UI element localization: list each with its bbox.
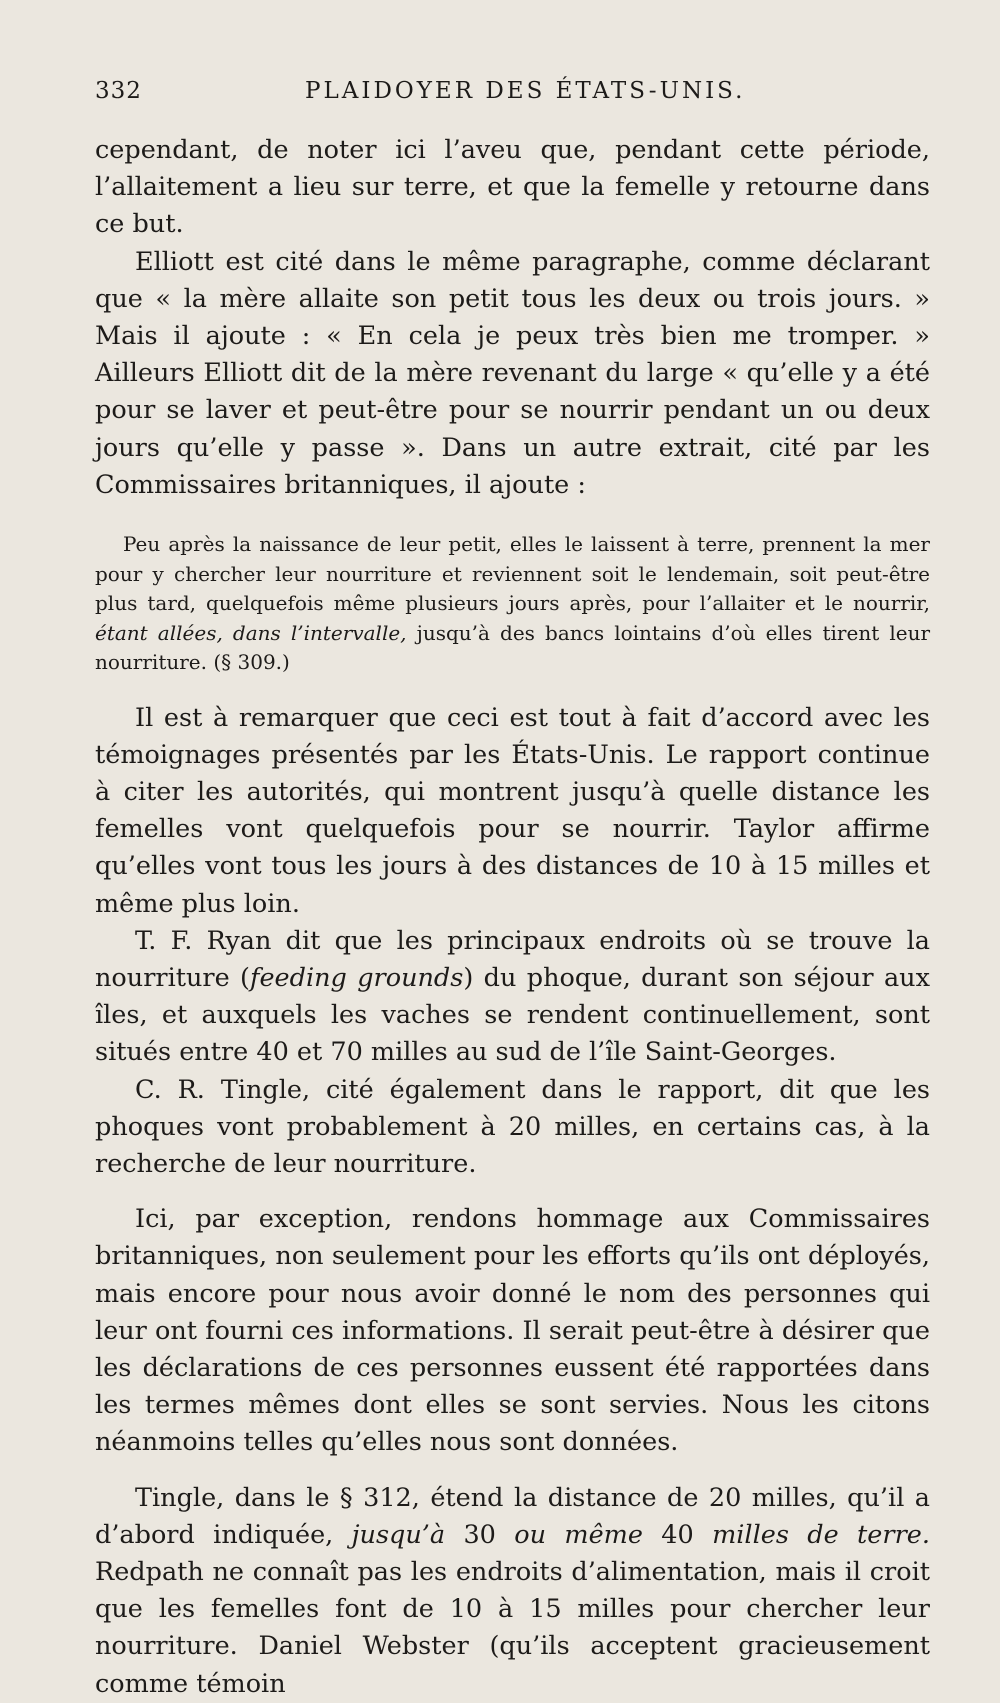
distance-italic-3: milles de terre. xyxy=(712,1519,930,1550)
paragraph-tingle: C. R. Tingle, cité également dans le rapport, dit que les phoques vont probablement à 20 milles, en certains cas, à la recherche de leur nourriture. xyxy=(95,1074,930,1179)
quote-text-a: Peu après la naissance de leur petit, elles le laissent à terre, prennent la mer pour y chercher leur nourriture et reviennent soit le lendemain, soit peut-être plus tard, quelquefois même plusieurs jours après, pour l’allaiter et le nourrir, xyxy=(95,532,930,616)
paragraph-continued: cependant, de noter ici l’aveu que, pendant cette période, l’allaitement a lieu sur terre, et que la femelle y retourne dans ce but. xyxy=(95,135,930,240)
paragraph-elliott: Elliott est cité dans le même paragraphe, comme déclarant que « la mère allaite son petit tous les deux ou trois jours. » Mais il ajoute : « En cela je peux très bien me tromper. » Ailleurs Elliott dit de la mère revenant du large « qu’elle y a été pour se laver et peut-être pour se nourrir pendant un ou deux jours qu’elle y passe ». Dans un autre extrait, cité par les Commissaires britanniques, il ajoute : xyxy=(95,246,930,500)
paragraph-homage: Ici, par exception, rendons hommage aux Commissaires britanniques, non seulement pour les efforts qu’ils ont déployés, mais encore pour nous avoir donné le nom des personnes qui leur ont fourni ces informations. Il serait peut-être à désirer que les déclarations de ces personnes eussent été rapportées dans les termes mêmes dont elles se sont servies. Nous les citons néanmoins telles qu’elles nous sont données. xyxy=(95,1204,930,1458)
running-title: PLAIDOYER DES ÉTATS-UNIS. xyxy=(305,78,746,104)
paragraph-gap xyxy=(95,1183,930,1201)
page-number: 332 xyxy=(95,78,142,104)
distance-text-c: 40 xyxy=(642,1519,713,1550)
distance-text-b: 30 xyxy=(445,1519,515,1550)
distance-italic-2: ou même xyxy=(514,1519,643,1550)
distance-text-a: Tingle, dans le § 312, étend la distance de 20 milles, qu’il a d’abord indiquée, xyxy=(95,1482,930,1550)
block-quote xyxy=(95,530,930,678)
quote-italic: étant allées, dans l’intervalle, xyxy=(95,620,407,645)
ryan-text-a: T. F. Ryan dit que les principaux endroits où se trouve la nourriture ( xyxy=(95,925,930,993)
page-header xyxy=(95,78,930,122)
paragraph-ryan xyxy=(95,923,930,1072)
distance-italic-1: jusqu’à xyxy=(351,1519,446,1550)
paragraph-remark: Il est à remarquer que ceci est tout à fait d’accord avec les témoignages présentés par les États-Unis. Le rapport continue à citer les autorités, qui montrent jusqu’à quelle distance les femelles vont quelquefois pour se nourrir. Taylor affirme qu’elles vont tous les jours à des distances de 10 à 15 milles et même plus loin. xyxy=(95,702,930,919)
quote-text-b: jusqu’à des bancs lointains d’où elles tirent leur nourriture. (§ 309.) xyxy=(95,620,931,675)
paragraph-gap xyxy=(95,1462,930,1480)
paragraph-distance xyxy=(95,1480,930,1703)
body-text xyxy=(95,132,930,1703)
ryan-text-b: ) du phoque, durant son séjour aux îles, et auxquels les vaches se rendent continuellement, sont situés entre 40 et 70 milles au sud de l’île Saint-Georges. xyxy=(95,962,930,1068)
distance-text-d: Redpath ne connaît pas les endroits d’alimentation, mais il croit que les femelles font de 10 à 15 milles pour chercher leur nourriture. Daniel Webster (qu’ils acceptent gracieusement comme témoin xyxy=(95,1557,930,1699)
ryan-italic: feeding grounds xyxy=(250,962,464,993)
